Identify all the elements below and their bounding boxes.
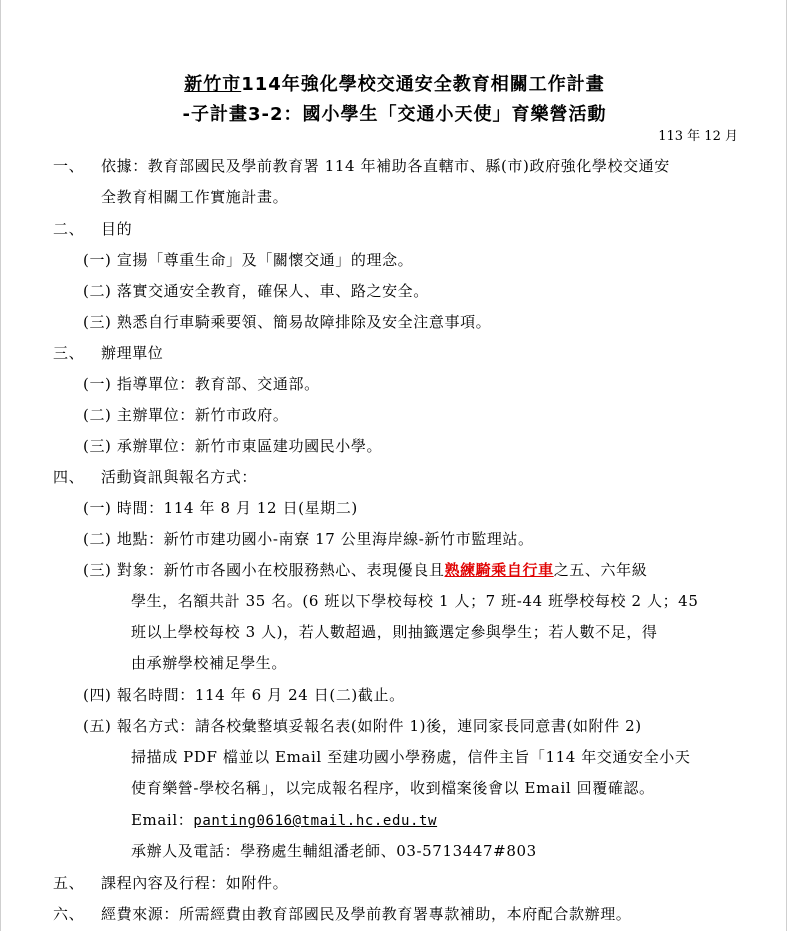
section-3-item-2: (二) 主辦單位：新竹市政府。 [83, 406, 289, 424]
email-label: Email： [131, 811, 194, 829]
section-4-item-3-line-1 [83, 559, 647, 580]
section-5-number: 五、 [53, 874, 85, 892]
document-date: 113 年 12 月 [658, 129, 738, 144]
section-3-item-1: (一) 指導單位：教育部、交通部。 [83, 375, 320, 393]
section-1-line-1: 依據：教育部國民及學前教育署 114 年補助各直轄市、縣(市)政府強化學校交通安 [101, 157, 670, 175]
section-4-item-1: (一) 時間：114 年 8 月 12 日(星期二) [83, 499, 358, 517]
highlight-text: 熟練騎乘自行車 [444, 561, 554, 579]
title-rest: 114年強化學校交通安全教育相關工作計畫 [241, 74, 605, 95]
section-4-item-3-line-3: 班以上學校每校 3 人)，若人數超過，則抽籤選定參與學生；若人數不足，得 [131, 623, 658, 641]
document-subtitle: -子計畫3-2：國小學生「交通小天使」育樂營活動 [182, 104, 607, 125]
contact-line: 承辦人及電話：學務處生輔組潘老師、03-5713447#803 [131, 842, 537, 860]
title-city: 新竹市 [184, 74, 242, 95]
section-4-item-5-line-3: 使育樂營-學校名稱」，以完成報名程序，收到檔案後會以 Email 回覆確認。 [131, 779, 655, 797]
section-4-label: 活動資訊與報名方式： [101, 468, 258, 486]
section-4-item-3-line-4: 由承辦學校補足學生。 [131, 654, 288, 672]
section-1-number: 一、 [53, 157, 85, 175]
section-6-text: 經費來源：所需經費由教育部國民及學前教育署專款補助，本府配合款辦理。 [101, 905, 632, 923]
section-5-text: 課程內容及行程：如附件。 [101, 874, 289, 892]
section-4-item-5-line-2: 掃描成 PDF 檔並以 Email 至建功國小學務處，信件主旨「114 年交通安全小天 [131, 748, 691, 766]
item-3-post: 之五、六年級 [553, 561, 648, 579]
section-3-label: 辦理單位 [101, 344, 164, 362]
section-3-number: 三、 [53, 344, 85, 362]
section-2-item-2: (二) 落實交通安全教育，確保人、車、路之安全。 [83, 282, 429, 300]
section-4-item-3-line-2: 學生，名額共計 35 名。(6 班以下學校每校 1 人；7 班-44 班學校每校 2 人；45 [131, 592, 699, 610]
email-line [131, 809, 437, 830]
section-2-item-1: (一) 宣揚「尊重生命」及「關懷交通」的理念。 [83, 251, 414, 269]
section-6-number: 六、 [53, 905, 85, 923]
section-3-item-3: (三) 承辦單位：新竹市東區建功國民小學。 [83, 437, 383, 455]
section-1-line-2: 全教育相關工作實施計畫。 [101, 188, 289, 206]
section-4-number: 四、 [53, 468, 85, 486]
document-title [1, 70, 787, 96]
section-2-number: 二、 [53, 220, 85, 238]
section-2-label: 目的 [101, 220, 133, 238]
section-4-item-2: (二) 地點：新竹市建功國小-南寮 17 公里海岸線-新竹市監理站。 [83, 530, 534, 548]
email-link[interactable]: panting0616@tmail.hc.edu.tw [193, 813, 438, 829]
section-4-item-5-line-1: (五) 報名方式：請各校彙整填妥報名表(如附件 1)後，連同家長同意書(如附件 2) [83, 717, 642, 735]
section-2-item-3: (三) 熟悉自行車騎乘要領、簡易故障排除及安全注意事項。 [83, 313, 492, 331]
item-3-pre: (三) 對象：新竹市各國小在校服務熱心、表現優良且 [83, 561, 445, 579]
section-4-item-4: (四) 報名時間：114 年 6 月 24 日(二)截止。 [83, 686, 405, 704]
